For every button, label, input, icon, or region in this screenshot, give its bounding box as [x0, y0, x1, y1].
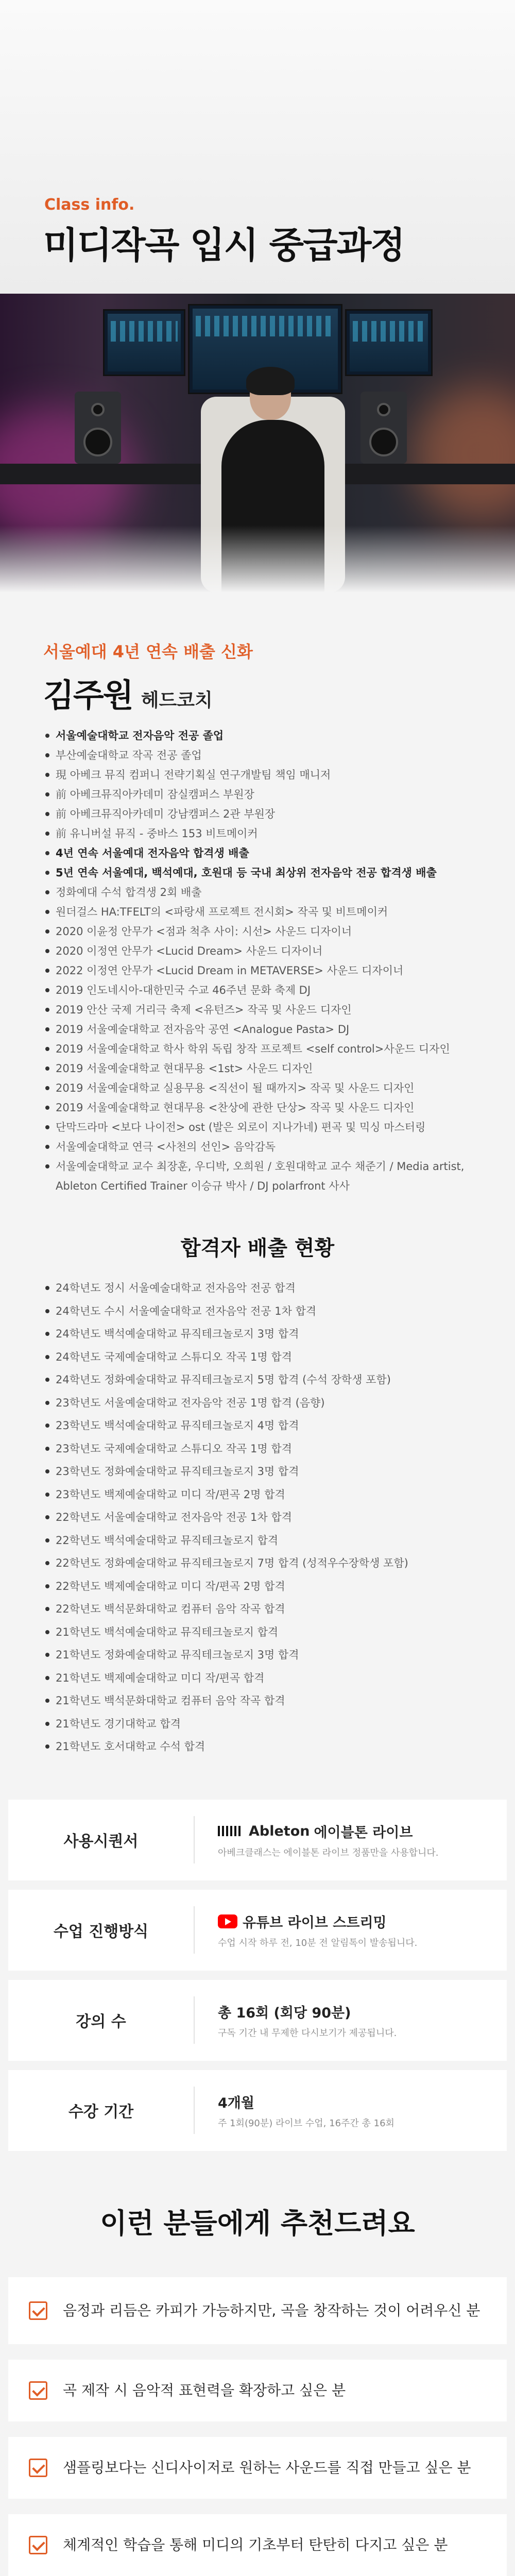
results-title: 합격자 배출 현황 [180, 1236, 335, 1260]
info-card-software [8, 1800, 507, 1880]
class-info-label: Class info. [44, 196, 135, 214]
career-item: 2020 이윤정 안무가 <점과 척추 사이: 시선> 사운드 디자이너 [43, 922, 496, 941]
result-item: 22학년도 백석예술대학교 뮤직테크놀로지 합격 [43, 1529, 515, 1552]
result-item: 24학년도 국제예술대학교 스튜디오 작곡 1명 합격 [43, 1346, 515, 1369]
results-list [0, 1277, 515, 1758]
result-item: 23학년도 백석예술대학교 뮤직테크놀로지 4명 합격 [43, 1414, 515, 1437]
course-info-section [0, 1800, 515, 2151]
career-item: 2019 서울예술대학교 현대무용 <찬상에 관한 단상> 작곡 및 사운드 디자인 [43, 1098, 496, 1117]
studio-speaker [360, 392, 407, 464]
career-item: 2022 이정연 안무가 <Lucid Dream in METAVERSE> 사운드 디자이너 [43, 961, 496, 980]
info-sub: 주 1회(90분) 라이브 수업, 16주간 총 16회 [218, 2117, 394, 2129]
ableton-brand: Ableton [249, 1823, 310, 1839]
checkbox-icon [29, 2536, 47, 2554]
career-item: 2019 서울예술대학교 학사 학위 독립 창작 프로젝트 <self control>사운드 디자인 [43, 1039, 496, 1059]
checkbox-icon [29, 2459, 47, 2477]
info-main: 4개월 [218, 2095, 254, 2111]
result-item: 23학년도 백제예술대학교 미디 작/편곡 2명 합격 [43, 1483, 515, 1506]
result-item: 21학년도 정화예술대학교 뮤직테크놀로지 3명 합격 [43, 1643, 515, 1667]
studio-speaker [75, 392, 121, 464]
career-item: 2019 인도네시아-대한민국 수교 46주년 문화 축제 DJ [43, 980, 496, 1000]
career-item: 서울예술대학교 교수 최장훈, 우디박, 오희원 / 호원대학교 교수 채준기 / Media artist, Ableton Certified Trainer 이승규 박사 / DJ polarfront 사사 [43, 1157, 496, 1196]
career-item: 2020 이정연 안무가 <Lucid Dream> 사운드 디자이너 [43, 941, 496, 961]
checkbox-icon [29, 2381, 47, 2400]
recommend-section [0, 2160, 515, 2576]
career-item: 2019 서울예술대학교 전자음악 공연 <Analogue Pasta> DJ [43, 1020, 496, 1039]
recommend-item [8, 2277, 507, 2344]
hero-section [0, 0, 515, 294]
result-item: 21학년도 백석문화대학교 컴퓨터 음악 작곡 합격 [43, 1689, 515, 1713]
career-item: 現 아베크 뮤직 컴퍼니 전략기획실 연구개발팀 책임 매니저 [43, 765, 496, 785]
recommend-text: 음정과 리듬은 카피가 가능하지만, 곡을 창작하는 것이 어려우신 분 [63, 2301, 480, 2319]
result-item: 23학년도 정화예술대학교 뮤직테크놀로지 3명 합격 [43, 1460, 515, 1483]
coach-tagline: 서울예대 4년 연속 배출 신화 [43, 642, 253, 662]
career-item: 前 아베크뮤직아카데미 잠실캠퍼스 부원장 [43, 785, 496, 804]
recommend-text: 곡 제작 시 음악적 표현력을 확장하고 싶은 분 [63, 2381, 346, 2399]
result-item: 21학년도 호서대학교 수석 합격 [43, 1735, 515, 1758]
info-label: 강의 수 [76, 2013, 126, 2031]
info-card-period [8, 2070, 507, 2151]
info-sub: 구독 기간 내 무제한 다시보기가 제공됩니다. [218, 2027, 397, 2039]
info-card-method [8, 1890, 507, 1971]
monitor-screen [103, 309, 185, 376]
result-item: 21학년도 백석예술대학교 뮤직테크놀로지 합격 [43, 1621, 515, 1644]
info-label: 수업 진행방식 [53, 1923, 149, 1941]
info-main: 총 16회 (회당 90분) [218, 2005, 351, 2021]
coach-name-row [43, 670, 515, 716]
result-item: 24학년도 정시 서울예술대학교 전자음악 전공 합격 [43, 1277, 515, 1300]
info-card-count [8, 1980, 507, 2061]
career-item: 4년 연속 서울예대 전자음악 합격생 배출 [43, 843, 496, 863]
coach-section [0, 592, 515, 1196]
result-item: 24학년도 백석예술대학교 뮤직테크놀로지 3명 합격 [43, 1323, 515, 1346]
result-item: 23학년도 국제예술대학교 스튜디오 작곡 1명 합격 [43, 1437, 515, 1461]
studio-light [412, 386, 515, 520]
result-item: 24학년도 정화예술대학교 뮤직테크놀로지 5명 합격 (수석 장학생 포함) [43, 1368, 515, 1392]
result-item: 22학년도 백제예술대학교 미디 작/편곡 2명 합격 [43, 1575, 515, 1598]
coach-name: 김주원 [43, 676, 133, 714]
recommend-item [8, 2437, 507, 2499]
studio-photo [0, 294, 515, 592]
recommend-text: 샘플링보다는 신디사이저로 원하는 사운드를 직접 만들고 싶은 분 [63, 2459, 471, 2476]
recommend-item [8, 2514, 507, 2576]
recommend-title: 이런 분들에게 추천드려요 [100, 2207, 415, 2240]
info-label: 사용시퀀서 [63, 1833, 139, 1851]
career-item: 부산예술대학교 작곡 전공 졸업 [43, 745, 496, 765]
career-item: 원더걸스 HA:TFELT의 <파랑새 프로젝트 전시회> 작곡 및 비트메이커 [43, 902, 496, 922]
career-item: 前 아베크뮤직아카데미 강남캠퍼스 2관 부원장 [43, 804, 496, 824]
recommend-item [8, 2360, 507, 2421]
result-item: 24학년도 수시 서울예술대학교 전자음악 전공 1차 합격 [43, 1300, 515, 1323]
info-sub: 아베크클래스는 에이블톤 라이브 정품만을 사용합니다. [218, 1847, 439, 1858]
result-item: 21학년도 경기대학교 합격 [43, 1713, 515, 1736]
coach-role: 헤드코치 [141, 690, 213, 711]
result-item: 22학년도 백석문화대학교 컴퓨터 음악 작곡 합격 [43, 1598, 515, 1621]
career-item: 2019 안산 국제 거리극 축제 <유턴즈> 작곡 및 사운드 디자인 [43, 1000, 496, 1020]
results-section [0, 1196, 515, 1758]
info-main: 에이블톤 라이브 [314, 1824, 413, 1841]
info-main: 유튜브 라이브 스트리밍 [243, 1914, 387, 1931]
career-item: 정화예대 수석 합격생 2회 배출 [43, 883, 496, 902]
career-item: 단막드라마 <보다 나이전> ost (발은 외로이 지나가네) 편곡 및 믹싱 마스터링 [43, 1117, 496, 1137]
info-label: 수강 기간 [68, 2103, 134, 2121]
career-item: 前 유니버설 뮤직 - 중바스 153 비트메이커 [43, 824, 496, 843]
info-sub: 수업 시작 하루 전, 10분 전 알림톡이 발송됩니다. [218, 1937, 418, 1948]
result-item: 21학년도 백제예술대학교 미디 작/편곡 합격 [43, 1667, 515, 1690]
monitor-screen [345, 309, 433, 376]
career-list [43, 726, 496, 1196]
career-item: 서울예술대학교 연극 <사천의 선인> 음악감독 [43, 1137, 496, 1157]
checkbox-icon [29, 2301, 47, 2320]
result-item: 22학년도 서울예술대학교 전자음악 전공 1차 합격 [43, 1506, 515, 1529]
career-item: 2019 서울예술대학교 실용무용 <직선이 될 때까지> 작곡 및 사운드 디자인 [43, 1078, 496, 1098]
course-title: 미디작곡 입시 중급과정 [43, 224, 404, 266]
recommend-list [0, 2277, 515, 2576]
career-item: 5년 연속 서울예대, 백석예대, 호원대 등 국내 최상위 전자음악 전공 합격생 배출 [43, 863, 496, 883]
result-item: 23학년도 서울예술대학교 전자음악 전공 1명 합격 (음향) [43, 1392, 515, 1415]
career-item: 2019 서울예술대학교 현대무용 <1st> 사운드 디자인 [43, 1059, 496, 1078]
result-item: 22학년도 정화예술대학교 뮤직테크놀로지 7명 합격 (성적우수장학생 포함) [43, 1552, 515, 1575]
youtube-icon [218, 1914, 237, 1928]
ableton-logo-icon [218, 1826, 243, 1836]
career-item: 서울예술대학교 전자음악 전공 졸업 [43, 726, 496, 745]
recommend-text: 체계적인 학습을 통해 미디의 기초부터 탄탄히 다지고 싶은 분 [63, 2536, 448, 2553]
